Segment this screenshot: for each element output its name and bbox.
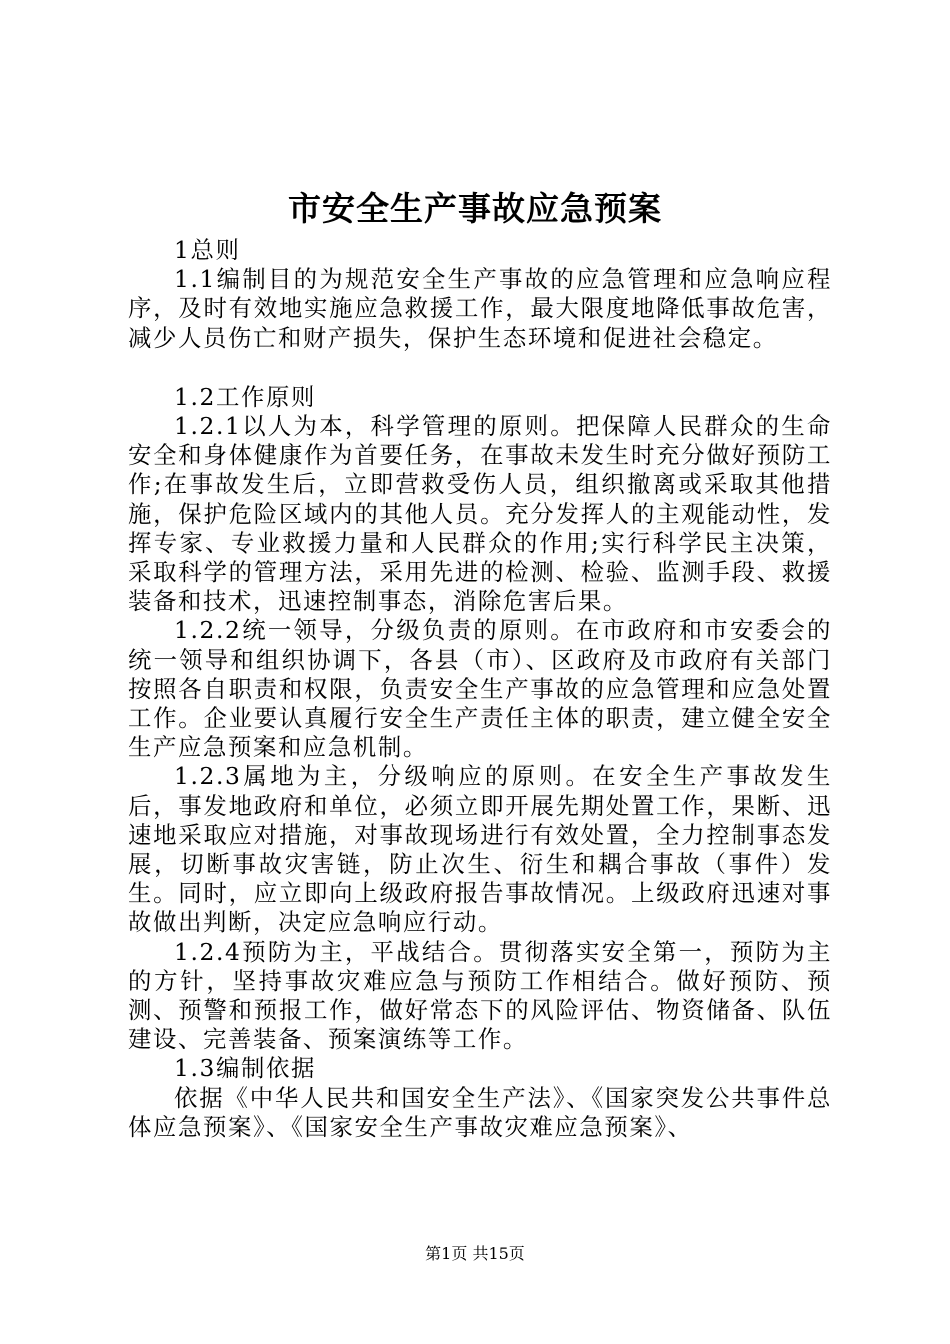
- document-body: [128, 236, 832, 1142]
- paragraph-1-3: 依据《中华人民共和国安全生产法》、《国家突发公共事件总体应急预案》、《国家安全生产事故灾难应急预案》、: [128, 1083, 832, 1141]
- paragraph-1-1: 1.1编制目的为规范安全生产事故的应急管理和应急响应程序，及时有效地实施应急救援工作，最大限度地降低事故危害，减少人员伤亡和财产损失，保护生态环境和促进社会稳定。: [128, 265, 832, 352]
- paragraph-1-2-2: 1.2.2统一领导，分级负责的原则。在市政府和市安委会的统一领导和组织协调下，各县（市）、区政府及市政府有关部门按照各自职责和权限，负责安全生产事故的应急管理和应急处置工作。企业要认真履行安全生产责任主体的职责，建立健全安全生产应急预案和应急机制。: [128, 616, 832, 762]
- section-heading-1-3: 1.3编制依据: [174, 1054, 316, 1083]
- section-heading-1-2: 1.2工作原则: [174, 382, 316, 411]
- paragraph-1-2-4: 1.2.4预防为主，平战结合。贯彻落实安全第一，预防为主的方针，坚持事故灾难应急与预防工作相结合。做好预防、预测、预警和预报工作，做好常态下的风险评估、物资储备、队伍建设、完善装备、预案演练等工作。: [128, 937, 832, 1054]
- paragraph-1-2-1: 1.2.1以人为本，科学管理的原则。把保障人民群众的生命安全和身体健康作为首要任务，在事故未发生时充分做好预防工作;在事故发生后，立即营救受伤人员，组织撤离或采取其他措施，保护危险区域内的其他人员。充分发挥人的主观能动性，发挥专家、专业救援力量和人民群众的作用;实行科学民主决策，采取科学的管理方法，采用先进的检测、检验、监测手段、救援装备和技术，迅速控制事态，消除危害后果。: [128, 412, 832, 616]
- page-footer: 第1页 共15页: [425, 1244, 525, 1263]
- paragraph-1-2-3: 1.2.3属地为主，分级响应的原则。在安全生产事故发生后，事发地政府和单位，必须立即开展先期处置工作，果断、迅速地采取应对措施，对事故现场进行有效处置，全力控制事态发展，切断事故灾害链，防止次生、衍生和耦合事故（事件）发生。同时，应立即向上级政府报告事故情况。上级政府迅速对事故做出判断，决定应急响应行动。: [128, 762, 832, 937]
- section-heading-1: 1总则: [174, 236, 241, 264]
- document-title: 市安全生产事故应急预案: [288, 189, 662, 228]
